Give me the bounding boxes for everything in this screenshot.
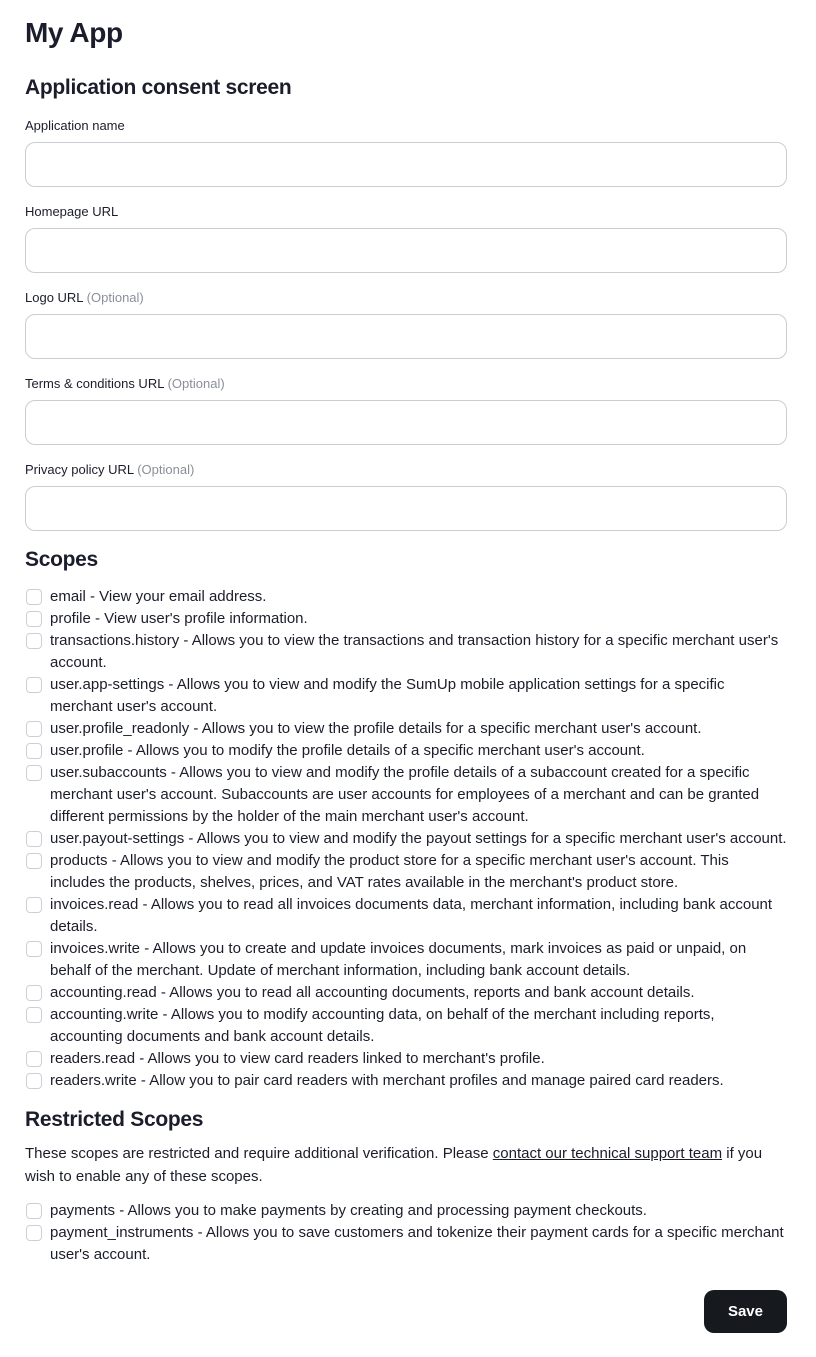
field-group-homepage-url	[25, 204, 787, 273]
scope-row-accounting-write	[25, 1004, 787, 1048]
scope-label-accounting-write: accounting.write - Allows you to modify accounting data, on behalf of the merchant including reports, accounting documents and bank account details.	[50, 1006, 715, 1046]
scope-label-user-payout-settings: user.payout-settings - Allows you to view and modify the payout settings for a specific merchant user's account.	[50, 830, 787, 848]
scope-label-email: email - View your email address.	[50, 588, 267, 606]
privacy-policy-url-input[interactable]	[25, 486, 787, 531]
field-group-logo-url	[25, 290, 787, 359]
scope-label-invoices-write: invoices.write - Allows you to create and update invoices documents, mark invoices as paid or unpaid, on behalf of the merchant. Update of merchant information, including bank account details.	[50, 940, 747, 980]
restricted-note-before: These scopes are restricted and require additional verification. Please	[25, 1145, 493, 1163]
save-button[interactable]: Save	[704, 1290, 787, 1333]
optional-hint: (Optional)	[163, 375, 225, 391]
restricted-scope-label-payment-instruments: payment_instruments - Allows you to save customers and tokenize their payment cards for a specific merchant user's account.	[50, 1224, 784, 1264]
scope-label-products: products - Allows you to view and modify the product store for a specific merchant user's account. This includes the products, shelves, prices, and VAT rates available in the merchant's product store.	[50, 852, 729, 892]
scope-row-user-app-settings	[25, 674, 787, 718]
scope-label-user-profile: user.profile - Allows you to modify the profile details of a specific merchant user's account.	[50, 742, 645, 760]
scope-checkbox-invoices-read[interactable]	[26, 897, 42, 913]
restricted-scope-row-payments	[25, 1200, 787, 1222]
homepage-url-input[interactable]	[25, 228, 787, 273]
optional-hint: (Optional)	[133, 461, 195, 477]
field-group-privacy-policy-url	[25, 462, 787, 531]
form-fields	[25, 118, 787, 531]
section-title-restricted: Restricted Scopes	[25, 1108, 204, 1132]
scope-label-user-app-settings: user.app-settings - Allows you to view and modify the SumUp mobile application settings for a specific merchant user's account.	[50, 676, 725, 716]
restricted-scope-row-payment-instruments	[25, 1222, 787, 1266]
terms-conditions-url-input[interactable]	[25, 400, 787, 445]
logo-url-input[interactable]	[25, 314, 787, 359]
scope-checkbox-invoices-write[interactable]	[26, 941, 42, 957]
restricted-scopes-list	[25, 1200, 787, 1266]
scope-row-accounting-read	[25, 982, 787, 1004]
scope-label-transactions-history: transactions.history - Allows you to view the transactions and transaction history for a specific merchant user's account.	[50, 632, 779, 672]
scope-row-invoices-read	[25, 894, 787, 938]
field-label-homepage-url: Homepage URL	[25, 203, 119, 219]
restricted-scope-label-payments: payments - Allows you to make payments by creating and processing payment checkouts.	[50, 1202, 647, 1220]
restricted-scope-checkbox-payment-instruments[interactable]	[26, 1225, 42, 1241]
scope-checkbox-email[interactable]	[26, 589, 42, 605]
restricted-note-after: if you wish to enable any of these scopes.	[25, 1145, 763, 1186]
scope-row-user-profile	[25, 740, 787, 762]
scope-checkbox-readers-write[interactable]	[26, 1073, 42, 1089]
scope-row-transactions-history	[25, 630, 787, 674]
scope-checkbox-user-subaccounts[interactable]	[26, 765, 42, 781]
scope-checkbox-profile[interactable]	[26, 611, 42, 627]
restricted-note	[25, 1142, 770, 1188]
field-label-logo-url: Logo URL (Optional)	[25, 289, 144, 305]
scope-row-user-profile-readonly	[25, 718, 787, 740]
scope-checkbox-products[interactable]	[26, 853, 42, 869]
field-group-application-name	[25, 118, 787, 187]
scope-label-readers-read: readers.read - Allows you to view card readers linked to merchant's profile.	[50, 1050, 545, 1068]
support-link[interactable]: contact our technical support team	[492, 1145, 723, 1163]
section-title-consent: Application consent screen	[25, 75, 292, 99]
scope-checkbox-accounting-read[interactable]	[26, 985, 42, 1001]
scope-checkbox-user-profile-readonly[interactable]	[26, 721, 42, 737]
page-title: My App	[25, 17, 123, 48]
scope-checkbox-accounting-write[interactable]	[26, 1007, 42, 1023]
scope-row-profile	[25, 608, 787, 630]
scope-checkbox-user-profile[interactable]	[26, 743, 42, 759]
scope-label-profile: profile - View user's profile information.	[50, 610, 308, 628]
scope-checkbox-user-payout-settings[interactable]	[26, 831, 42, 847]
scope-checkbox-user-app-settings[interactable]	[26, 677, 42, 693]
section-title-scopes: Scopes	[25, 547, 98, 571]
scope-row-invoices-write	[25, 938, 787, 982]
scope-label-invoices-read: invoices.read - Allows you to read all invoices documents data, merchant information, including bank account details.	[50, 896, 773, 936]
optional-hint: (Optional)	[83, 289, 144, 305]
scope-row-readers-write	[25, 1070, 787, 1092]
field-label-privacy-policy-url: Privacy policy URL (Optional)	[25, 461, 195, 477]
restricted-scope-checkbox-payments[interactable]	[26, 1203, 42, 1219]
scope-label-accounting-read: accounting.read - Allows you to read all accounting documents, reports and bank account details.	[50, 984, 695, 1002]
field-label-application-name: Application name	[25, 117, 125, 133]
scope-row-user-subaccounts	[25, 762, 787, 828]
actions-bar	[25, 1290, 787, 1333]
scopes-list	[25, 586, 787, 1092]
scope-label-user-profile-readonly: user.profile_readonly - Allows you to view the profile details for a specific merchant user's account.	[50, 720, 702, 738]
scope-label-readers-write: readers.write - Allow you to pair card readers with merchant profiles and manage paired card readers.	[50, 1072, 724, 1090]
scope-checkbox-transactions-history[interactable]	[26, 633, 42, 649]
field-group-terms-conditions-url	[25, 376, 787, 445]
scope-row-email	[25, 586, 787, 608]
scope-row-readers-read	[25, 1048, 787, 1070]
scope-checkbox-readers-read[interactable]	[26, 1051, 42, 1067]
scope-row-products	[25, 850, 787, 894]
application-name-input[interactable]	[25, 142, 787, 187]
scope-row-user-payout-settings	[25, 828, 787, 850]
field-label-terms-conditions-url: Terms & conditions URL (Optional)	[25, 375, 225, 391]
scope-label-user-subaccounts: user.subaccounts - Allows you to view and modify the profile details of a subaccount created for a specific merchant user's account. Subaccounts are user accounts for employees of a merchant and can be granted different permissions by the holder of the main merchant user's account.	[50, 764, 760, 826]
